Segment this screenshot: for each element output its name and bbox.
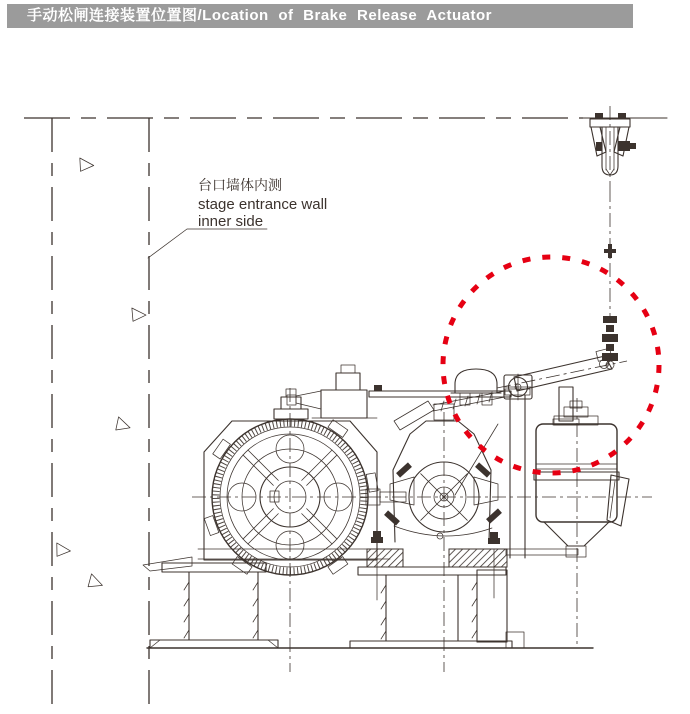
triangle-marker-icon xyxy=(130,308,147,323)
callout-line3: inner side xyxy=(198,213,264,230)
wall-datum-lines xyxy=(24,118,667,712)
triangle-marker-icon xyxy=(113,417,132,435)
brake-release-highlight-circle xyxy=(443,257,659,473)
triangle-marker-icon xyxy=(54,543,71,559)
suspension-chain xyxy=(602,188,618,369)
machine-base xyxy=(147,531,593,648)
figure-title: 手动松闸连接装置位置图/Location of Brake Release Actuator xyxy=(27,7,493,24)
brake-thruster xyxy=(534,401,629,557)
gearbox xyxy=(287,365,511,418)
callout-line1: 台口墙体内测 xyxy=(198,177,282,193)
traction-machine xyxy=(143,348,652,672)
leader-line xyxy=(148,229,267,258)
brake-drum xyxy=(384,404,502,542)
weld-triangle-markers xyxy=(54,158,147,592)
triangle-marker-icon xyxy=(78,158,95,173)
triangle-marker-icon xyxy=(85,574,104,593)
centerlines xyxy=(192,361,652,672)
wall-callout xyxy=(148,177,327,258)
callout-line2: stage entrance wall xyxy=(198,196,328,213)
brake-release-actuator xyxy=(394,348,612,430)
